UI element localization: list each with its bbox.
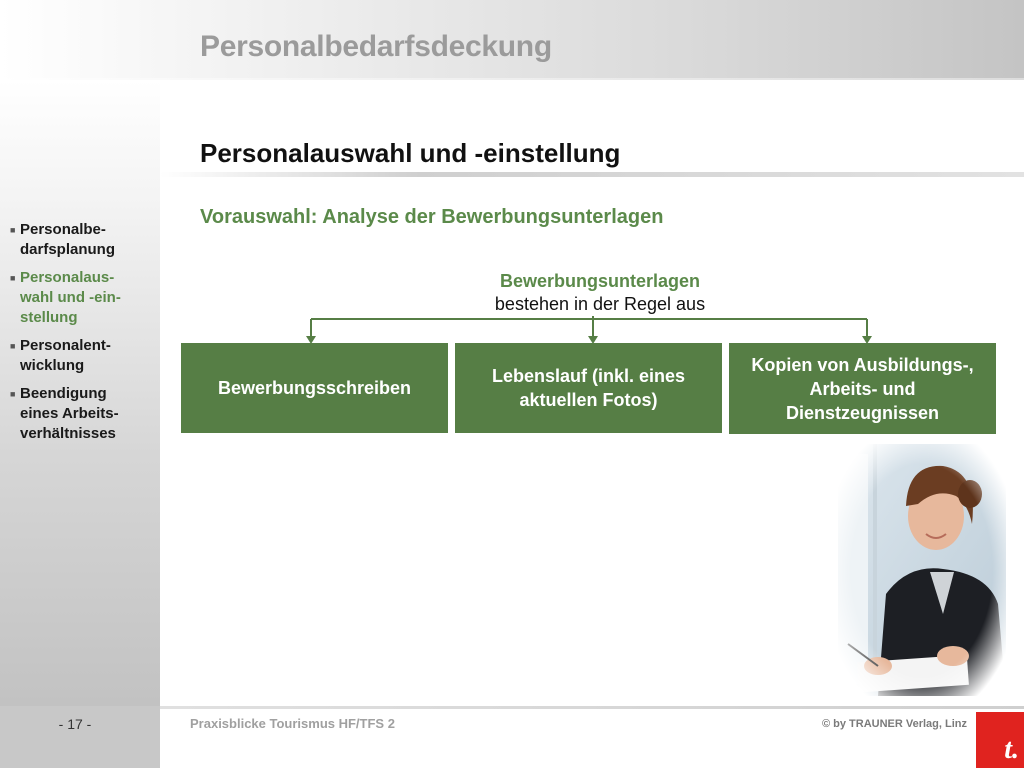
page-number: - 17 - [58, 716, 92, 732]
trauner-logo [976, 712, 1024, 768]
bullet-icon: ■ [10, 341, 16, 351]
bullet-icon: ■ [10, 273, 16, 283]
diagram-group-label [440, 270, 760, 316]
footer-course-label: Praxisblicke Tourismus HF/TFS 2 [190, 716, 395, 731]
sidebar-item-label: Personalent- wicklung [20, 337, 111, 374]
sidebar-item-personalauswahl[interactable] [10, 268, 150, 328]
subheading: Vorauswahl: Analyse der Bewerbungsunterlagen [200, 206, 664, 228]
section-divider [160, 172, 1024, 177]
document-box-zeugnisse: Kopien von Ausbildungs-, Arbeits- und Dienstzeugnissen [729, 343, 996, 434]
footer-copyright: © by TRAUNER Verlag, Linz [821, 718, 967, 730]
sidebar-item-beendigung[interactable] [10, 384, 150, 444]
bullet-icon: ■ [10, 225, 16, 235]
diagram-group-title: Bewerbungsunterlagen [499, 271, 701, 291]
document-box-lebenslauf: Lebenslauf (inkl. eines aktuellen Fotos) [455, 343, 722, 433]
footer-divider [160, 706, 1024, 709]
diagram-connector [300, 316, 880, 346]
section-title: Personalauswahl und -einstellung [200, 138, 621, 168]
sidebar-item-label: Personalbe- darfsplanung [20, 221, 116, 258]
bullet-icon: ■ [10, 389, 16, 399]
page-title: Personalbedarfsdeckung [200, 30, 552, 63]
businesswoman-photo [838, 444, 1006, 696]
sidebar-item-label: Personalaus- wahl und -ein- stellung [20, 269, 121, 326]
sidebar-item-personalentwicklung[interactable] [10, 336, 150, 376]
sidebar-item-label: Beendigung eines Arbeits- verhältnisses [20, 385, 119, 442]
sidebar-item-personalbedarfsplanung[interactable] [10, 220, 150, 260]
sidebar [0, 80, 160, 706]
sidebar-nav [10, 220, 150, 452]
document-box-bewerbungsschreiben: Bewerbungsschreiben [181, 343, 448, 433]
logo-text: t. [1004, 734, 1019, 765]
diagram-group-subtitle: bestehen in der Regel aus [494, 294, 706, 314]
